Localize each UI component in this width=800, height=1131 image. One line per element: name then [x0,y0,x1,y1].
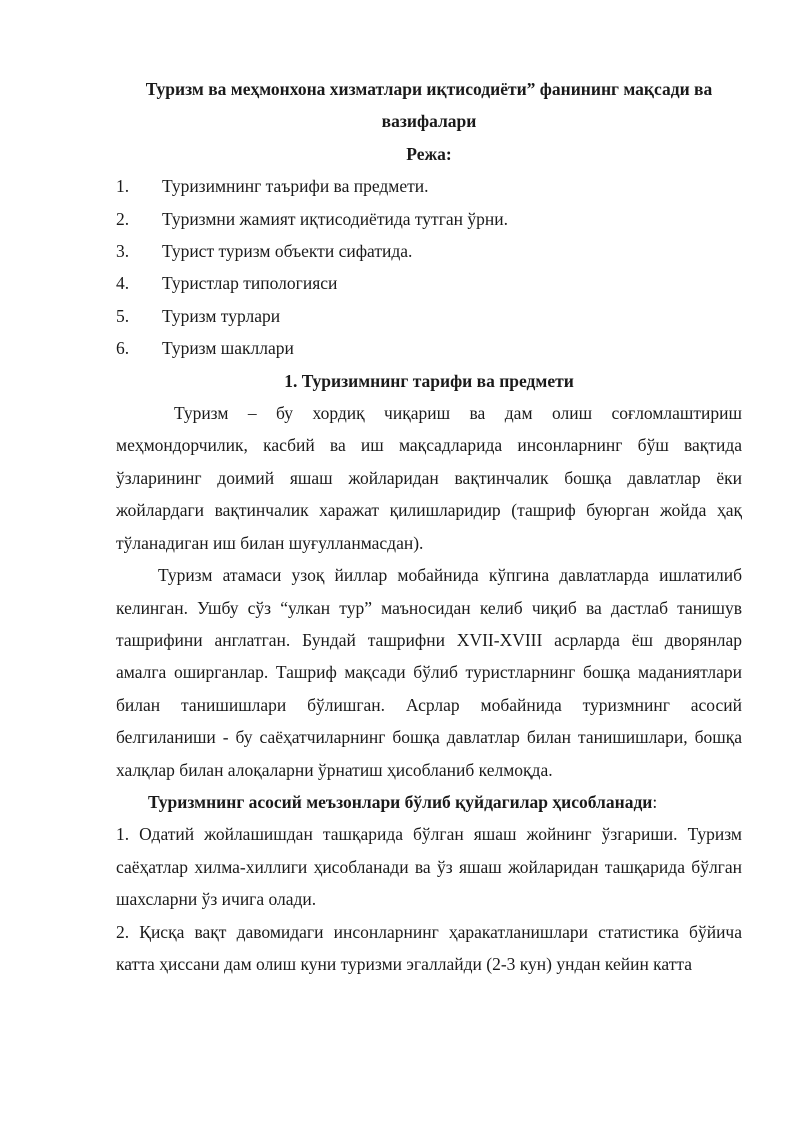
criteria-item: 2. Қисқа вақт давомидаги инсонларнинг ҳаракатланишлари статистика бўйича катта ҳиссани дам олиш куни туризми эгаллайди (2-3 кун) ундан кейин катта [116,921,742,974]
plan-item [116,332,742,364]
plan-title: Режа: [406,143,452,164]
document-title: Туризм ва меҳмонхона хизматлари иқтисодиёти” фанининг мақсади ва вазифалари [145,79,713,132]
plan-item [116,300,742,332]
body-paragraph: Туризм – бу хордиқ чиқариш ва дам олиш соғломлаштириш меҳмондорчилик, касбий ва иш мақсадларида инсонларнинг бўш вақтида ўзларининг доимий яшаш жойларидан вақтинчалик бошқа давлатлар ёки жойлардаги вақтинчалик харажат қилишларидир (ташриф буюрган жойда ҳақ тўланадиган иш билан шуғулланмасдан). [116,403,742,553]
plan-item [116,170,742,202]
plan-item-number: 3. [116,241,130,262]
plan-item-number: 6. [116,338,130,359]
plan-item-text: Туризмни жамият иқтисодиётида тутган ўрни. [162,208,508,229]
document-page [116,73,742,980]
plan-item [116,267,742,299]
plan-item-text: Туризимнинг таърифи ва предмети. [162,176,429,197]
plan-item-number: 4. [116,273,130,294]
plan-item-number: 2. [116,208,130,229]
plan-list [116,170,742,364]
plan-item-text: Туризм турлари [162,305,281,326]
plan-item [116,235,742,267]
criteria-item: 1. Одатий жойлашишдан ташқарида бўлган яшаш жойнинг ўзгариши. Туризм саёҳатлар хилма-хиллиги ҳисобланади ва ўз яшаш жойларидан ташқарида бўлган шахсларни ўз ичига олади. [116,824,742,910]
plan-item-number: 1. [116,176,130,197]
plan-item-text: Туристлар типологияси [162,273,338,294]
criteria-heading [116,786,742,818]
plan-item [116,203,742,235]
section-heading: 1. Туризимнинг тарифи ва предмети [284,370,574,391]
criteria-heading-colon: : [652,791,658,812]
body-paragraph: Туризм атамаси узоқ йиллар мобайнида кўпгина давлатларда ишлатилиб келинган. Ушбу сўз “улкан тур” маъносидан келиб чиқиб ва дастлаб танишув ташрифини англатган. Бундай ташрифни XVII-XVIII асрларда ёш дворянлар амалга оширганлар. Ташриф мақсади бўлиб туристларнинг бошқа маданиятлари билан танишишлари бўлишган. Асрлар мобайнида туризмнинг асосий белгиланиши - бу саёҳатчиларнинг бошқа давлатлар билан танишишлари, бошқа халқлар билан алоқаларни ўрнатиш ҳисобланиб келмоқда. [116,565,742,780]
criteria-heading-text: Туризмнинг асосий меъзонлари бўлиб қуйдагилар ҳисобланади [148,791,653,812]
plan-item-number: 5. [116,305,130,326]
plan-item-text: Туризм шакллари [162,338,294,359]
plan-item-text: Турист туризм объекти сифатида. [162,241,413,262]
